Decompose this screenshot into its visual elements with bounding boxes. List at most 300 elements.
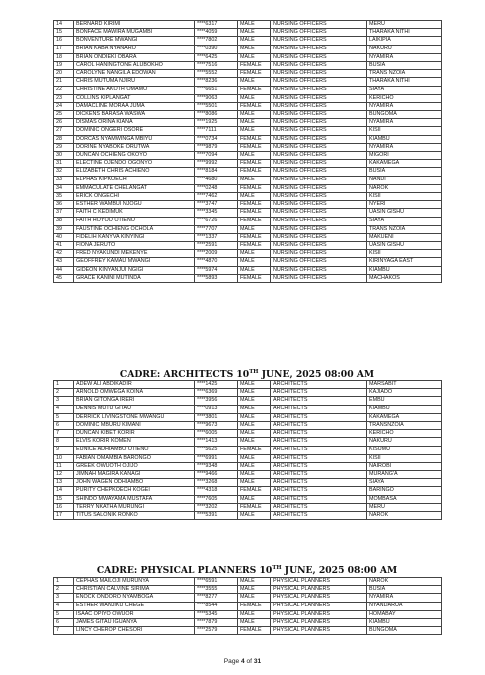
cell-county: NYERI	[367, 201, 442, 209]
cell-id-number: ****7094	[195, 152, 238, 160]
cell-row-number: 7	[54, 627, 74, 635]
table-row	[54, 266, 442, 274]
cell-cadre: NURSING OFFICERS	[271, 61, 367, 69]
cell-cadre: ARCHITECTS	[271, 487, 367, 495]
cell-row-number: 11	[54, 462, 74, 470]
cell-full-name: ELECTINE OJENDO OGONYO	[74, 160, 195, 168]
cell-row-number: 15	[54, 29, 74, 37]
table-row	[54, 479, 442, 487]
table-row	[54, 454, 442, 462]
table-row	[54, 512, 442, 520]
cell-cadre: NURSING OFFICERS	[271, 217, 367, 225]
cell-row-number: 5	[54, 413, 74, 421]
cell-row-number: 3	[54, 397, 74, 405]
cell-id-number: ****9466	[195, 471, 238, 479]
cell-gender: FEMALE	[238, 102, 271, 110]
cell-id-number: ****2009	[195, 250, 238, 258]
cell-gender: FEMALE	[238, 168, 271, 176]
cell-gender: MALE	[238, 618, 271, 626]
cell-county: MAKUENI	[367, 233, 442, 241]
table-row	[54, 274, 442, 282]
page-footer: Page 4 of 31	[223, 658, 262, 665]
cell-cadre: ARCHITECTS	[271, 413, 367, 421]
table-row	[54, 127, 442, 135]
cell-gender: MALE	[238, 45, 271, 53]
cell-row-number: 32	[54, 168, 74, 176]
cell-id-number: ****2579	[195, 627, 238, 635]
cell-county: BUSIA	[367, 168, 442, 176]
cell-id-number: ****8086	[195, 111, 238, 119]
cell-gender: MALE	[238, 421, 271, 429]
cell-id-number: ****5893	[195, 274, 238, 282]
cell-gender: FEMALE	[238, 135, 271, 143]
cell-full-name: ELPHAS KIPKOECH	[74, 176, 195, 184]
cell-row-number: 4	[54, 405, 74, 413]
table-row	[54, 70, 442, 78]
table-row	[54, 602, 442, 610]
cell-id-number: ****3956	[195, 397, 238, 405]
cell-full-name: ADEW ALI ABDIKADIR	[74, 381, 195, 389]
nursing-officers-table	[53, 20, 442, 283]
cell-id-number: ****7879	[195, 618, 238, 626]
cell-cadre: NURSING OFFICERS	[271, 78, 367, 86]
cell-full-name: FAUSTINE OCHIENG OCHOLA	[74, 225, 195, 233]
table-row	[54, 21, 442, 29]
cell-id-number: ****3801	[195, 413, 238, 421]
cell-row-number: 35	[54, 192, 74, 200]
cell-cadre: NURSING OFFICERS	[271, 111, 367, 119]
cell-full-name: DORINE NYABOKE ORUTWA	[74, 143, 195, 151]
cell-row-number: 19	[54, 61, 74, 69]
cell-county: NYAMIRA	[367, 143, 442, 151]
cell-id-number: ****0248	[195, 184, 238, 192]
cell-row-number: 4	[54, 602, 74, 610]
cell-full-name: BONVENTURE MWANGI	[74, 37, 195, 45]
cell-gender: FEMALE	[238, 487, 271, 495]
cell-gender: MALE	[238, 462, 271, 470]
cell-county: MOMBASA	[367, 495, 442, 503]
cell-id-number: ****8277	[195, 594, 238, 602]
cell-cadre: NURSING OFFICERS	[271, 94, 367, 102]
cell-id-number: ****7111	[195, 127, 238, 135]
cell-full-name: TERRY NKATHA MURUNGI	[74, 503, 195, 511]
cell-county: KISII	[367, 250, 442, 258]
table-row	[54, 143, 442, 151]
table-row	[54, 217, 442, 225]
cell-id-number: ****9992	[195, 160, 238, 168]
cell-row-number: 14	[54, 487, 74, 495]
cell-row-number: 38	[54, 217, 74, 225]
cell-row-number: 9	[54, 446, 74, 454]
cell-row-number: 8	[54, 438, 74, 446]
cell-id-number: ****0913	[195, 405, 238, 413]
cell-gender: MALE	[238, 430, 271, 438]
cell-cadre: NURSING OFFICERS	[271, 209, 367, 217]
cell-full-name: BRIAN GITONGA IRERI	[74, 397, 195, 405]
cell-county: UASIN GISHU	[367, 242, 442, 250]
cell-row-number: 6	[54, 618, 74, 626]
cell-cadre: NURSING OFFICERS	[271, 242, 367, 250]
table-row	[54, 176, 442, 184]
cell-gender: MALE	[238, 512, 271, 520]
cell-id-number: ****5391	[195, 512, 238, 520]
cell-cadre: PHYSICAL PLANNERS	[271, 586, 367, 594]
cell-county: NAIROBI	[367, 462, 442, 470]
cell-gender: MALE	[238, 578, 271, 586]
cell-id-number: ****4318	[195, 487, 238, 495]
cell-county: NANDI	[367, 176, 442, 184]
cell-cadre: ARCHITECTS	[271, 471, 367, 479]
cell-id-number: ****6991	[195, 454, 238, 462]
cell-gender: MALE	[238, 397, 271, 405]
cell-row-number: 1	[54, 578, 74, 586]
cell-full-name: LINCY CHEROP CHESORI	[74, 627, 195, 635]
cell-county: THARAKA NITHI	[367, 29, 442, 37]
table-row	[54, 94, 442, 102]
cell-row-number: 7	[54, 430, 74, 438]
cell-full-name: GRACE KANINI MUTINDA	[74, 274, 195, 282]
cell-cadre: NURSING OFFICERS	[271, 37, 367, 45]
cell-id-number: ****3268	[195, 479, 238, 487]
cell-county: TRANSNZOIA	[367, 421, 442, 429]
cell-gender: MALE	[238, 413, 271, 421]
cell-row-number: 23	[54, 94, 74, 102]
cell-full-name: PURITY CHEPKOECH KOGEI	[74, 487, 195, 495]
cell-full-name: FAITH HOYOO OTIENO	[74, 217, 195, 225]
cell-id-number: ****1925	[195, 119, 238, 127]
table-row	[54, 250, 442, 258]
table-row	[54, 160, 442, 168]
cell-cadre: ARCHITECTS	[271, 397, 367, 405]
cell-gender: MALE	[238, 111, 271, 119]
cell-gender: FEMALE	[238, 61, 271, 69]
cell-county: KISII	[367, 127, 442, 135]
cell-cadre: NURSING OFFICERS	[271, 184, 367, 192]
cell-full-name: DAMACLINE MORAA JUMA	[74, 102, 195, 110]
cell-row-number: 41	[54, 242, 74, 250]
cell-cadre: ARCHITECTS	[271, 446, 367, 454]
table-row	[54, 86, 442, 94]
table-row	[54, 61, 442, 69]
cell-cadre: NURSING OFFICERS	[271, 160, 367, 168]
cell-full-name: DOMINIC MBURU KIMANI	[74, 421, 195, 429]
cell-id-number: ****6317	[195, 21, 238, 29]
cell-row-number: 10	[54, 454, 74, 462]
cell-id-number: ****6425	[195, 53, 238, 61]
cell-id-number: ****2591	[195, 242, 238, 250]
cell-cadre: NURSING OFFICERS	[271, 225, 367, 233]
cell-row-number: 21	[54, 78, 74, 86]
cell-full-name: FRED NYAKUNDI MEKENYE	[74, 250, 195, 258]
cell-cadre: ARCHITECTS	[271, 512, 367, 520]
table-row	[54, 168, 442, 176]
cell-cadre: ARCHITECTS	[271, 454, 367, 462]
cell-gender: MALE	[238, 37, 271, 45]
cell-id-number: ****6651	[195, 86, 238, 94]
cell-cadre: PHYSICAL PLANNERS	[271, 602, 367, 610]
cell-county: SIAYA	[367, 217, 442, 225]
cell-gender: MALE	[238, 610, 271, 618]
table-row	[54, 192, 442, 200]
cell-row-number: 2	[54, 389, 74, 397]
cell-county: MURANG'A	[367, 471, 442, 479]
cell-gender: FEMALE	[238, 503, 271, 511]
cell-id-number: ****3345	[195, 209, 238, 217]
cell-cadre: ARCHITECTS	[271, 438, 367, 446]
cell-row-number: 45	[54, 274, 74, 282]
cell-county: NYAMIRA	[367, 594, 442, 602]
cell-full-name: DENNIS MUTU GITAU	[74, 405, 195, 413]
cell-county: MERU	[367, 21, 442, 29]
cell-row-number: 37	[54, 209, 74, 217]
cell-county: NAROK	[367, 578, 442, 586]
cell-row-number: 1	[54, 381, 74, 389]
cell-cadre: ARCHITECTS	[271, 495, 367, 503]
cell-county: NYAMIRA	[367, 102, 442, 110]
cell-row-number: 26	[54, 119, 74, 127]
cell-id-number: ****9063	[195, 94, 238, 102]
cell-cadre: NURSING OFFICERS	[271, 53, 367, 61]
cell-full-name: CAROLYNE NANGILA EDOWAN	[74, 70, 195, 78]
table-row	[54, 135, 442, 143]
table-row	[54, 438, 442, 446]
table-row	[54, 45, 442, 53]
cell-gender: MALE	[238, 152, 271, 160]
cell-county: KISII	[367, 192, 442, 200]
cell-id-number: ****1425	[195, 381, 238, 389]
table-row	[54, 242, 442, 250]
cell-gender: FEMALE	[238, 627, 271, 635]
cell-gender: FEMALE	[238, 274, 271, 282]
cell-cadre: NURSING OFFICERS	[271, 152, 367, 160]
cell-gender: FEMALE	[238, 209, 271, 217]
cell-gender: MALE	[238, 586, 271, 594]
cell-full-name: CEPHAS MAILOJI MURUNYA	[74, 578, 195, 586]
cell-id-number: ****8544	[195, 602, 238, 610]
cell-id-number: ****5552	[195, 70, 238, 78]
table-row	[54, 594, 442, 602]
table-row	[54, 102, 442, 110]
cell-row-number: 27	[54, 127, 74, 135]
cell-county: KAKAMEGA	[367, 160, 442, 168]
cell-row-number: 20	[54, 70, 74, 78]
cell-cadre: NURSING OFFICERS	[271, 168, 367, 176]
cell-full-name: DUNCAN OCHIENG OKOYO	[74, 152, 195, 160]
cell-full-name: CAROL HANINGTONE ALUBOKHO	[74, 61, 195, 69]
cell-county: KERICHO	[367, 430, 442, 438]
cell-cadre: NURSING OFFICERS	[271, 250, 367, 258]
cell-row-number: 43	[54, 258, 74, 266]
cell-cadre: NURSING OFFICERS	[271, 201, 367, 209]
table-row	[54, 111, 442, 119]
cell-county: MIGORI	[367, 152, 442, 160]
cell-cadre: PHYSICAL PLANNERS	[271, 594, 367, 602]
cell-full-name: EMMACULATE CHELANGAT	[74, 184, 195, 192]
cell-cadre: NURSING OFFICERS	[271, 45, 367, 53]
cell-full-name: SHINDO MWAYAMA MUSTAFA	[74, 495, 195, 503]
cell-id-number: ****7605	[195, 495, 238, 503]
cell-gender: FEMALE	[238, 184, 271, 192]
cell-county: KAJIADO	[367, 389, 442, 397]
cell-id-number: ****7802	[195, 37, 238, 45]
cell-county: HOMABAY	[367, 610, 442, 618]
cell-cadre: NURSING OFFICERS	[271, 176, 367, 184]
cell-cadre: NURSING OFFICERS	[271, 102, 367, 110]
cell-cadre: NURSING OFFICERS	[271, 119, 367, 127]
cell-cadre: NURSING OFFICERS	[271, 192, 367, 200]
cell-county: THARAKA NITHI	[367, 78, 442, 86]
cell-full-name: CHRISTINE AKOTH OMAMO	[74, 86, 195, 94]
cell-gender: FEMALE	[238, 160, 271, 168]
cell-row-number: 29	[54, 143, 74, 151]
cell-id-number: ****9673	[195, 421, 238, 429]
cell-full-name: EUNICE ADHIAMBO OTIENO	[74, 446, 195, 454]
cell-id-number: ****9879	[195, 143, 238, 151]
cell-id-number: ****6591	[195, 578, 238, 586]
cell-gender: MALE	[238, 495, 271, 503]
cell-id-number: ****4870	[195, 258, 238, 266]
cell-full-name: BONFACE MAWIRA MUGAMBI	[74, 29, 195, 37]
cell-cadre: ARCHITECTS	[271, 405, 367, 413]
cell-row-number: 17	[54, 512, 74, 520]
cell-row-number: 31	[54, 160, 74, 168]
table-row	[54, 29, 442, 37]
cell-county: NAROK	[367, 512, 442, 520]
cell-gender: MALE	[238, 192, 271, 200]
cell-county: KAKAMEGA	[367, 413, 442, 421]
cell-county: MACHAKOS	[367, 274, 442, 282]
cadre-heading-physical-planners: CADRE: PHYSICAL PLANNERS 10TH JUNE, 2025 08:00 AM	[96, 564, 398, 576]
cell-cadre: NURSING OFFICERS	[271, 70, 367, 78]
table-row	[54, 413, 442, 421]
cell-county: NAKURU	[367, 438, 442, 446]
cell-full-name: CHRIS MUTUMA NJIRU	[74, 78, 195, 86]
cell-id-number: ****5974	[195, 266, 238, 274]
cell-id-number: ****5345	[195, 610, 238, 618]
cell-full-name: CHRISTIAN CALVINE SIRIMA	[74, 586, 195, 594]
cell-county: BUSIA	[367, 61, 442, 69]
cell-cadre: NURSING OFFICERS	[271, 135, 367, 143]
cell-cadre: PHYSICAL PLANNERS	[271, 610, 367, 618]
cell-gender: MALE	[238, 29, 271, 37]
cell-row-number: 14	[54, 21, 74, 29]
cell-full-name: DUNCAN KIBET KORIR	[74, 430, 195, 438]
cell-county: MERU	[367, 503, 442, 511]
cell-id-number: ****4059	[195, 29, 238, 37]
table-row	[54, 184, 442, 192]
architects-table	[53, 380, 442, 520]
cell-row-number: 15	[54, 495, 74, 503]
cell-id-number: ****3555	[195, 586, 238, 594]
cell-id-number: ****0734	[195, 135, 238, 143]
cell-cadre: ARCHITECTS	[271, 430, 367, 438]
cell-gender: FEMALE	[238, 86, 271, 94]
cell-county: NYAMIRA	[367, 119, 442, 127]
cell-full-name: DORCAS NYAMWINGA MBIYU	[74, 135, 195, 143]
cell-county: NYAMIRA	[367, 53, 442, 61]
cell-county: KIAMBU	[367, 405, 442, 413]
cell-gender: MALE	[238, 405, 271, 413]
cell-county: KIAMBU	[367, 135, 442, 143]
cell-county: KIAMBU	[367, 266, 442, 274]
cell-county: UASIN GISHU	[367, 209, 442, 217]
cell-row-number: 39	[54, 225, 74, 233]
cell-full-name: JIMNAH MAGIRA KANAGI	[74, 471, 195, 479]
cell-gender: MALE	[238, 471, 271, 479]
cell-county: KIAMBU	[367, 618, 442, 626]
cell-cadre: NURSING OFFICERS	[271, 86, 367, 94]
cell-row-number: 42	[54, 250, 74, 258]
cell-county: KIRINYAGA EAST	[367, 258, 442, 266]
table-row	[54, 381, 442, 389]
cell-full-name: COLLINS KIPLANGAT	[74, 94, 195, 102]
table-row	[54, 487, 442, 495]
table-row	[54, 201, 442, 209]
cell-county: NYANDARUA	[367, 602, 442, 610]
cadre-heading-architects: CADRE: ARCHITECTS 10TH JUNE, 2025 08:00 AM	[119, 368, 375, 380]
cell-id-number: ****8184	[195, 168, 238, 176]
cell-full-name: DISMAS ORINA KIANA	[74, 119, 195, 127]
cell-id-number: ****1413	[195, 438, 238, 446]
table-row	[54, 627, 442, 635]
table-row	[54, 618, 442, 626]
cell-row-number: 25	[54, 111, 74, 119]
cell-row-number: 13	[54, 479, 74, 487]
cell-row-number: 30	[54, 152, 74, 160]
table-row	[54, 233, 442, 241]
cell-cadre: ARCHITECTS	[271, 462, 367, 470]
cell-row-number: 33	[54, 176, 74, 184]
cell-row-number: 22	[54, 86, 74, 94]
cell-county: BARINGO	[367, 487, 442, 495]
cell-full-name: ELVIS KORIR KOMEN	[74, 438, 195, 446]
cell-full-name: ESTHER WANJIKU CHEGE	[74, 602, 195, 610]
cell-county: KERICHO	[367, 94, 442, 102]
cell-county: EMBU	[367, 397, 442, 405]
cell-full-name: DOMINIC ONGERI OSORE	[74, 127, 195, 135]
cell-row-number: 3	[54, 594, 74, 602]
cell-gender: MALE	[238, 225, 271, 233]
cell-id-number: ****1337	[195, 233, 238, 241]
cell-row-number: 5	[54, 610, 74, 618]
cell-county: TRANS NZOIA	[367, 225, 442, 233]
cell-gender: MALE	[238, 438, 271, 446]
cell-cadre: NURSING OFFICERS	[271, 127, 367, 135]
cell-row-number: 18	[54, 53, 74, 61]
cell-full-name: BRIAN ONDIEKI OBARA	[74, 53, 195, 61]
cell-id-number: ****5501	[195, 102, 238, 110]
cell-county: SIAYA	[367, 479, 442, 487]
cell-gender: FEMALE	[238, 70, 271, 78]
cell-id-number: ****3747	[195, 201, 238, 209]
cell-gender: FEMALE	[238, 217, 271, 225]
cell-county: BUNGOMA	[367, 111, 442, 119]
cell-full-name: JOHN WAGEN ODHIAMBO	[74, 479, 195, 487]
cell-county: MARSABIT	[367, 381, 442, 389]
table-row	[54, 578, 442, 586]
cell-gender: MALE	[238, 594, 271, 602]
cell-id-number: ****4680	[195, 176, 238, 184]
cell-cadre: ARCHITECTS	[271, 389, 367, 397]
cell-gender: MALE	[238, 266, 271, 274]
cell-cadre: NURSING OFFICERS	[271, 266, 367, 274]
cell-gender: FEMALE	[238, 233, 271, 241]
cell-cadre: ARCHITECTS	[271, 421, 367, 429]
cell-full-name: ENOCK ONDORO NYAMBOGA	[74, 594, 195, 602]
cell-full-name: GEOFFREY KAMAU MWANGI	[74, 258, 195, 266]
cell-full-name: FAITH C KEDIMUK	[74, 209, 195, 217]
cell-row-number: 34	[54, 184, 74, 192]
